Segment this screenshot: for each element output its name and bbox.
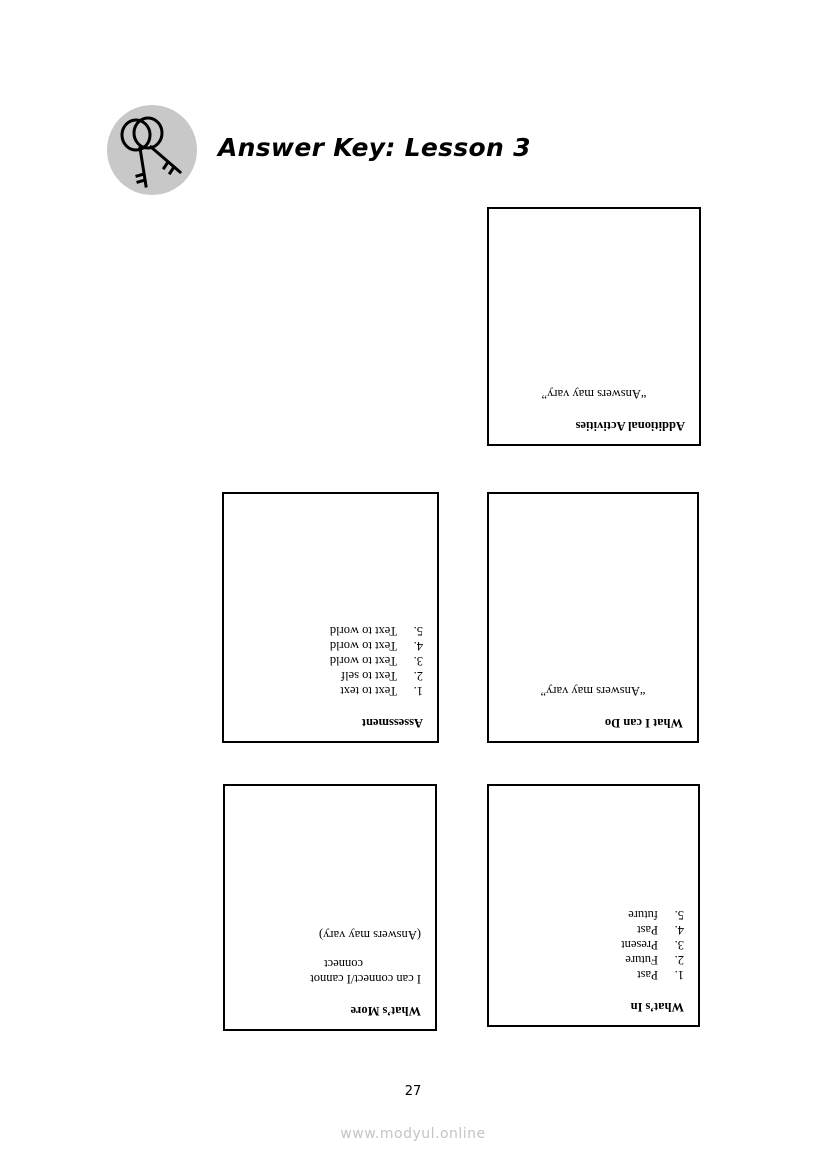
page-title: Answer Key: Lesson 3 xyxy=(218,133,531,162)
keys-icon xyxy=(106,104,198,196)
additional-activities-card xyxy=(487,207,701,446)
list-item: 4. Past xyxy=(637,923,684,937)
answer-line: I can connect/I cannot xyxy=(310,972,421,986)
card-title: Assessment xyxy=(361,716,423,730)
card-title: What I can Do xyxy=(604,716,683,730)
assessment-card xyxy=(222,492,439,743)
answers-may-vary-text: “Answers may vary” xyxy=(541,387,647,401)
watermark: www.modyul.online xyxy=(340,1126,486,1142)
what-i-can-do-card xyxy=(487,492,699,743)
list-item: 2. Text to self xyxy=(340,669,423,683)
answer-note: (Answers may vary) xyxy=(318,928,421,942)
list-item: 3. Text to world xyxy=(329,654,423,668)
answer-line: connect xyxy=(324,957,363,971)
list-item: 1. Text to text xyxy=(340,684,423,698)
list-item: 1. Past xyxy=(637,968,684,982)
answer-list xyxy=(503,907,684,982)
list-item: 4. Text to world xyxy=(329,639,423,653)
page-number: 27 xyxy=(404,1084,422,1099)
list-item: 5. Text to world xyxy=(329,624,423,638)
card-title: What’s In xyxy=(630,1000,684,1014)
whats-more-card xyxy=(223,784,437,1031)
list-item: 3. Present xyxy=(621,938,684,952)
list-item: 5. future xyxy=(628,908,684,922)
whats-in-card xyxy=(487,784,700,1027)
answers-may-vary-text: “Answers may vary” xyxy=(540,684,646,698)
card-title: What’s More xyxy=(350,1004,421,1018)
card-title: Additional Activities xyxy=(575,419,685,433)
list-item: 2. Future xyxy=(625,953,684,967)
answer-list xyxy=(238,623,423,698)
